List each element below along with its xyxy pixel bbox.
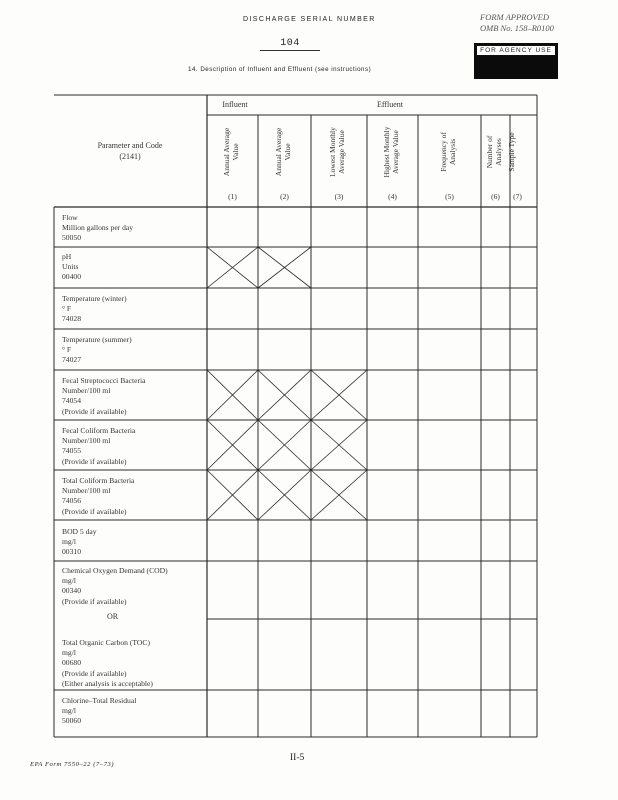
column-number: (1): [228, 192, 237, 201]
column-header-label: [439, 117, 461, 187]
parameter-line: 74054: [62, 396, 81, 406]
column-header-label: Sample Type: [506, 132, 516, 172]
parameter-line: 74056: [62, 496, 81, 506]
column-header-line: Value: [230, 143, 240, 161]
column-number: (4): [388, 192, 397, 201]
parameter-line: Temperature (winter): [62, 294, 127, 303]
parameter-row-label: [62, 294, 127, 325]
effluent-header: Effluent: [376, 100, 404, 109]
parameter-line: Number/100 ml: [62, 436, 111, 446]
agency-use-label: FOR AGENCY USE: [476, 45, 556, 56]
parameter-row-label: [62, 476, 134, 517]
parameter-line: Total Organic Carbon (TOC): [62, 638, 150, 647]
parameter-line: Fecal Coliform Bacteria: [62, 426, 136, 435]
parameter-code: (2141): [119, 151, 141, 161]
parameter-line: 50050: [62, 233, 81, 243]
serial-number-value: 104: [260, 38, 320, 51]
column-header-line: Lowest Monthly: [328, 127, 337, 177]
parameter-code-header: [62, 141, 198, 162]
parameter-line: 00340: [62, 586, 81, 596]
parameter-line: ° F: [62, 304, 72, 314]
parameter-line: Fecal Streptococci Bacteria: [62, 376, 146, 385]
column-header-line: Average Value: [390, 130, 400, 174]
influent-header: Influent: [222, 100, 248, 109]
parameter-line: 00400: [62, 272, 81, 282]
parameter-line: (Provide if available): [62, 506, 127, 516]
column-number: (3): [334, 192, 344, 201]
parameter-row-label: [62, 376, 146, 417]
parameter-line: Number/100 ml: [62, 386, 111, 396]
parameter-line: (Provide if available): [62, 596, 127, 606]
parameter-line: 00310: [62, 547, 81, 557]
column-header-label: [222, 117, 244, 187]
column-header-label: [274, 117, 296, 187]
column-header-label: [382, 117, 404, 187]
parameter-header-label: Parameter and Code: [97, 141, 163, 150]
column-header-label: [485, 117, 507, 187]
parameter-line: 74028: [62, 314, 81, 324]
parameter-line: ° F: [62, 345, 72, 355]
epa-form-number: EPA Form 7550–22 (7–73): [30, 761, 115, 768]
column-number: (6): [491, 192, 500, 201]
parameter-line: BOD 5 day: [62, 527, 97, 536]
parameter-row-label: [62, 696, 136, 727]
parameter-row-label: [62, 252, 81, 283]
column-header-line: Highest Monthly: [381, 126, 391, 178]
column-header-label: [328, 117, 350, 187]
column-header-line: Value: [282, 143, 292, 161]
parameter-line: mg/l: [62, 537, 76, 547]
parameter-line: Chlorine–Total Residual: [62, 696, 137, 705]
parameter-row-label: [62, 426, 135, 467]
parameter-row-label: [62, 213, 133, 244]
parameter-line: 00680: [62, 658, 81, 668]
parameter-line: Chemical Oxygen Demand (COD): [62, 566, 168, 575]
parameter-line: mg/l: [62, 648, 76, 658]
parameter-line: Flow: [62, 213, 78, 222]
parameter-row-label: [62, 335, 132, 366]
parameter-line: 50060: [62, 716, 81, 726]
discharge-serial-label: DISCHARGE SERIAL NUMBER: [243, 16, 376, 23]
parameter-line: mg/l: [62, 706, 76, 716]
omb-number-line: OMB No. 158–R0100: [480, 23, 554, 33]
parameter-line: Temperature (summer): [62, 335, 132, 344]
parameter-line: 74027: [62, 355, 81, 365]
parameter-row-label: [62, 527, 97, 558]
parameter-row-label: [62, 638, 153, 689]
column-header-line: Average Value: [337, 130, 346, 174]
or-separator: OR: [107, 612, 119, 621]
parameter-line: mg/l: [62, 576, 76, 586]
column-header-line: Annual Average: [221, 127, 231, 177]
parameter-line: Number/100 ml: [62, 486, 111, 496]
parameter-line: (Provide if available): [62, 406, 127, 416]
column-number: (2): [280, 192, 289, 201]
column-header-line: Analysis: [447, 138, 457, 166]
column-header-line: Analyses: [493, 138, 503, 166]
parameter-line: (Provide if available): [62, 668, 127, 678]
parameter-line: 74055: [62, 446, 81, 456]
parameter-line: (Either analysis is acceptable): [62, 678, 153, 688]
parameter-line: Total Coliform Bacteria: [62, 476, 135, 485]
column-number: (7): [513, 192, 522, 201]
parameter-line: Million gallons per day: [62, 223, 134, 233]
column-number: (5): [445, 192, 454, 201]
column-header-line: Number of: [484, 135, 494, 169]
page-number: II-5: [290, 753, 305, 763]
parameter-row-label: [62, 566, 168, 607]
parameter-line: pH: [62, 252, 72, 261]
column-header-line: Frequency of: [438, 132, 448, 172]
column-header-line: Annual Average: [273, 127, 283, 177]
form-approved-line: FORM APPROVED: [480, 12, 550, 22]
parameter-line: (Provide if available): [62, 456, 127, 466]
parameter-line: Units: [62, 262, 79, 272]
section-title: 14. Description of Influent and Effluent (see instructions): [188, 66, 372, 73]
